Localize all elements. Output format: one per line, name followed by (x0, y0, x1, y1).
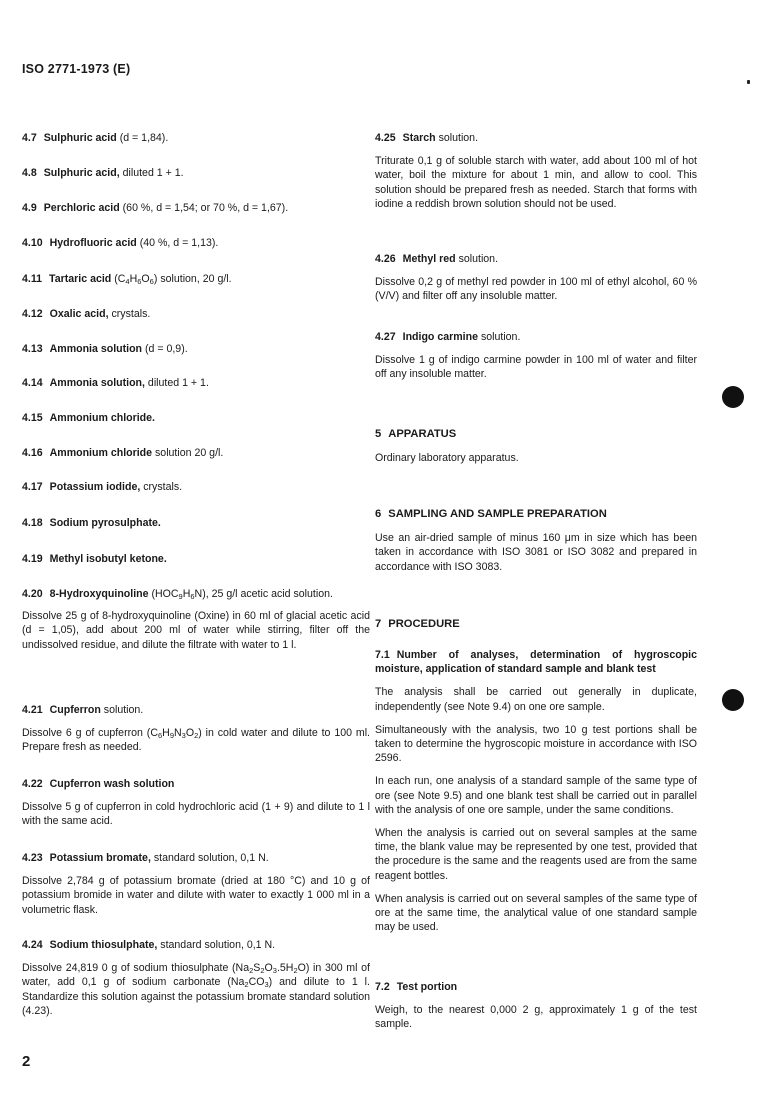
reagent-name: Starch (402, 132, 436, 144)
clause-number: 4.22 (22, 778, 43, 790)
item-4-14 (22, 376, 370, 390)
clause-body: Dissolve 2,784 g of potassium bromate (dried at 180 °C) and 10 g of potassium bromide in water and dilute with water to exactly 1 000 ml in a volumetric flask. (22, 875, 370, 916)
document-header: ISO 2771-1973 (E) (22, 62, 131, 76)
reagent-spec: solution. (480, 331, 521, 343)
reagent-name: Methyl red (402, 253, 456, 265)
item-4-13 (22, 342, 370, 356)
reagent-spec: diluted 1 + 1. (147, 377, 209, 389)
reagent-name: 8-Hydroxyquinoline (49, 588, 149, 600)
clause-body: Dissolve 5 g of cupferron in cold hydrochloric acid (1 + 9) and dilute to 1 l with the same acid. (22, 801, 370, 828)
clause-heading (22, 703, 370, 717)
reagent-spec: (40 %, d = 1,13). (139, 237, 219, 249)
clause-body: Triturate 0,1 g of soluble starch with water, add about 100 ml of hot water, boil the mixture for about 1 min, and allow to cool. This solution should be prepared fresh as needed. Starch that forms with iodine a reddish brown solution should not be used. (375, 155, 697, 210)
clause-7-2 (375, 980, 697, 1032)
clause-number: 4.24 (22, 939, 43, 951)
reagent-name: Ammonium chloride. (49, 412, 155, 424)
clause-paragraph: The analysis shall be carried out generally in duplicate, independently (see Note 9.4) on one ore sample. (375, 686, 697, 713)
item-4-21 (22, 703, 370, 755)
clause-heading (22, 777, 370, 791)
clause-number: 4.12 (22, 308, 43, 320)
item-4-10 (22, 236, 370, 250)
item-4-17 (22, 480, 370, 494)
reagent-spec: (d = 1,84). (119, 132, 169, 144)
item-4-15 (22, 411, 370, 425)
item-4-7 (22, 131, 370, 145)
section-title: APPARATUS (388, 428, 457, 440)
reagent-spec: standard solution, 0,1 N. (160, 939, 276, 951)
clause-heading (375, 330, 697, 344)
section-heading (375, 427, 697, 441)
reagent-name: Potassium iodide, (49, 481, 141, 493)
clause-heading (375, 252, 697, 266)
reagent-name: Hydrofluoric acid (49, 237, 137, 249)
section-7 (375, 617, 697, 631)
clause-number: 4.17 (22, 481, 43, 493)
item-4-9 (22, 201, 370, 215)
clause-number: 4.23 (22, 852, 43, 864)
section-number: 6 (375, 508, 382, 520)
chemical-formula: $(HOC_9H_6N)$, 25 g/l acetic acid solution. (151, 588, 333, 601)
reagent-name: Ammonia solution, (49, 377, 145, 389)
section-heading (375, 617, 697, 631)
chemical-formula: $(C_4H_6O_6)$ (114, 273, 158, 286)
item-4-23 (22, 851, 370, 917)
reagent-name: Indigo carmine (402, 331, 478, 343)
clause-heading (375, 980, 697, 994)
clause-number: 4.7 (22, 132, 37, 144)
section-heading (375, 507, 697, 521)
item-4-24 (22, 938, 370, 1018)
clause-number: 4.10 (22, 237, 43, 249)
item-4-25 (375, 131, 697, 211)
clause-7-1 (375, 648, 697, 934)
reagent-name: Ammonium chloride (49, 447, 153, 459)
item-4-16 (22, 446, 370, 460)
clause-body: Dissolve 24,819 0 g of sodium thiosulphate $(Na_2S_2O_3.5H_2O)$ in 300 ml of water, add 0,1 g of sodium carbonate $(Na_2CO_3)$ and dilute to 1 l. Standardize this solution against the potassium bromate standard solution (4.23). (22, 962, 370, 1017)
reagent-name: Cupferron wash solution (49, 778, 175, 790)
clause-number: 4.21 (22, 704, 43, 716)
section-title: SAMPLING AND SAMPLE PREPARATION (388, 508, 607, 520)
punch-hole-mark (722, 689, 744, 711)
reagent-name: Tartaric acid (49, 273, 112, 285)
item-4-26 (375, 252, 697, 304)
clause-title: Number of analyses, determination of hygroscopic moisture, application of standard sample and blank test (375, 649, 697, 676)
clause-paragraph: In each run, one analysis of a standard sample of the same type of ore (see Note 9.5) and one blank test shall be carried out in parallel with the analysis of one ore sample, under the same conditions. (375, 775, 697, 816)
item-4-19 (22, 552, 370, 566)
reagent-spec: solution. (438, 132, 479, 144)
reagent-spec: solution. (103, 704, 144, 716)
clause-number: 4.13 (22, 343, 43, 355)
reagent-spec: solution 20 g/l. (155, 447, 224, 459)
reagent-name: Methyl isobutyl ketone. (49, 553, 167, 565)
clause-number: 4.19 (22, 553, 43, 565)
clause-title: Test portion (396, 981, 458, 993)
reagent-name: Cupferron (49, 704, 101, 716)
clause-number: 4.18 (22, 517, 43, 529)
reagent-spec: standard solution, 0,1 N. (153, 852, 269, 864)
reagent-name: Sulphuric acid (43, 132, 117, 144)
item-4-20 (22, 587, 370, 652)
item-4-11 (22, 272, 370, 286)
clause-number: 4.15 (22, 412, 43, 424)
clause-heading (375, 648, 697, 676)
item-4-18 (22, 516, 370, 530)
clause-heading (22, 938, 370, 952)
clause-number: 4.9 (22, 202, 37, 214)
clause-number: 4.8 (22, 167, 37, 179)
section-6 (375, 507, 697, 574)
punch-hole-mark (722, 386, 744, 408)
page-number: 2 (22, 1053, 31, 1070)
reagent-name: Perchloric acid (43, 202, 120, 214)
clause-number: 4.20 (22, 588, 43, 600)
reagent-name: Sodium pyrosulphate. (49, 517, 161, 529)
clause-number: 4.26 (375, 253, 396, 265)
clause-body: Dissolve 0,2 g of methyl red powder in 100 ml of ethyl alcohol, 60 % (V/V) and filter off any insoluble matter. (375, 276, 697, 303)
clause-body: Dissolve 25 g of 8-hydroxyquinoline (Oxine) in 60 ml of glacial acetic acid (d = 1,05), add about 200 ml of water while stirring, filter off the undissolved residue, and dilute the filtrate with water to 1 l. (22, 610, 370, 651)
section-number: 5 (375, 428, 382, 440)
clause-number: 4.11 (22, 273, 43, 285)
reagent-name: Ammonia solution (49, 343, 143, 355)
reagent-spec: (d = 0,9). (144, 343, 188, 355)
section-body: Use an air-dried sample of minus 160 μm in size which has been taken in accordance with ISO 3081 or ISO 3082 and prepared in accordance with ISO 3083. (375, 532, 697, 573)
section-title: PROCEDURE (388, 618, 460, 630)
clause-heading (22, 587, 370, 601)
clause-number: 7.1 (375, 649, 390, 661)
reagent-spec: (60 %, d = 1,54; or 70 %, d = 1,67). (122, 202, 289, 214)
reagent-spec: crystals. (143, 481, 183, 493)
clause-body: Dissolve 1 g of indigo carmine powder in 100 ml of water and filter off any insoluble matter. (375, 354, 697, 381)
clause-number: 4.27 (375, 331, 396, 343)
item-4-8 (22, 166, 370, 180)
item-4-12 (22, 307, 370, 321)
clause-number: 4.25 (375, 132, 396, 144)
clause-paragraph: When analysis is carried out on several samples of the same type of ore at the same time, the analytical value of one standard sample may be used. (375, 892, 697, 934)
reagent-name: Sulphuric acid, (43, 167, 120, 179)
clause-paragraph: When the analysis is carried out on several samples at the same time, the blank value may be represented by one test, provided that the procedure is the same and the reagents used are from the same reagent bottles. (375, 827, 697, 882)
section-body: Ordinary laboratory apparatus. (375, 452, 519, 465)
reagent-spec: diluted 1 + 1. (122, 167, 184, 179)
clause-number: 4.16 (22, 447, 43, 459)
clause-body: Weigh, to the nearest 0,000 2 g, approximately 1 g of the test sample. (375, 1004, 697, 1031)
clause-number: 7.2 (375, 981, 390, 993)
reagent-spec: solution, 20 g/l. (160, 273, 232, 285)
section-5 (375, 427, 697, 465)
reagent-name: Oxalic acid, (49, 308, 109, 320)
section-number: 7 (375, 618, 382, 630)
clause-body: Dissolve 6 g of cupferron $(C_6H_9N_3O_2)$ in cold water and dilute to 100 ml. Prepare fresh as needed. (22, 727, 370, 754)
clause-heading (22, 851, 370, 865)
reagent-spec: solution. (458, 253, 499, 265)
reagent-name: Potassium bromate, (49, 852, 151, 864)
reagent-name: Sodium thiosulphate, (49, 939, 158, 951)
scan-mark (747, 80, 750, 84)
clause-heading (375, 131, 697, 145)
reagent-spec: crystals. (111, 308, 151, 320)
item-4-27 (375, 330, 697, 382)
clause-number: 4.14 (22, 377, 43, 389)
clause-paragraph: Simultaneously with the analysis, two 10 g test portions shall be taken to determine the hygroscopic moisture in accordance with ISO 2596. (375, 723, 697, 765)
item-4-22 (22, 777, 370, 829)
